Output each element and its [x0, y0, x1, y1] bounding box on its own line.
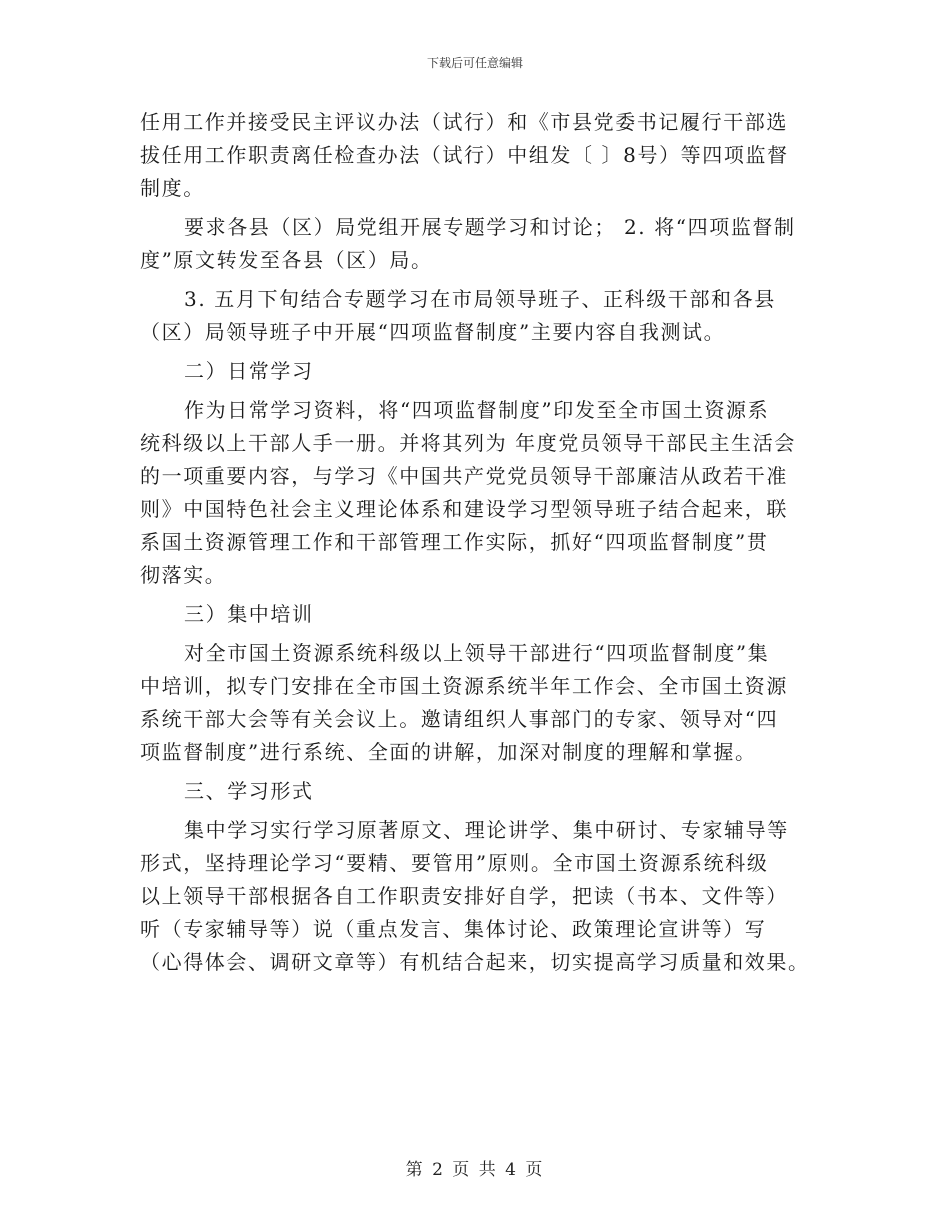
body-line: 的一项重要内容，与学习《中国共产党党员领导干部廉洁从政若干准: [140, 464, 788, 488]
body-line: 对全市国土资源系统科级以上领导干部进行“四项监督制度”集: [184, 641, 770, 665]
body-line: 度”原文转发至各县（区）局。: [140, 248, 433, 272]
section-heading: 三）集中培训: [184, 602, 314, 626]
body-line: 彻落实。: [140, 563, 227, 587]
body-line: 中培训，拟专门安排在全市国土资源系统半年工作会、全市国土资源: [140, 674, 788, 698]
header-note: 下载后可任意编辑: [426, 56, 523, 70]
body-line: 统科级以上干部人手一册。并将其列为 年度党员领导干部民主生活会: [140, 431, 796, 455]
body-line: 集中学习实行学习原著原文、理论讲学、集中研讨、专家辅导等: [184, 818, 789, 842]
page-number: 第 2 页 共 4 页: [405, 1160, 545, 1180]
body-line: 则》中国特色社会主义理论体系和建设学习型领导班子结合起来，联: [140, 497, 788, 521]
body-line: （心得体会、调研文章等）有机结合起来，切实提高学习质量和效果。: [140, 950, 810, 974]
body-line: 系统干部大会等有关会议上。邀请组织人事部门的专家、领导对“四: [140, 707, 779, 731]
body-line: 作为日常学习资料，将“四项监督制度”印发至全市国土资源系: [184, 398, 770, 422]
body-line: 制度。: [140, 176, 205, 200]
section-heading: 二）日常学习: [184, 359, 314, 383]
body-line: 系国土资源管理工作和干部管理工作实际，抓好“四项监督制度”贯: [140, 530, 769, 554]
section-heading: 三、学习形式: [184, 779, 314, 803]
body-line: 听（专家辅导等）说（重点发言、集体讨论、政策理论宣讲等）写: [140, 917, 767, 941]
body-line: 任用工作并接受民主评议办法（试行）和《市县党委书记履行干部选: [140, 110, 788, 134]
body-line: 项监督制度”进行系统、全面的讲解，加深对制度的理解和掌握。: [140, 740, 757, 764]
body-line: 3. 五月下旬结合专题学习在市局领导班子、正科级干部和各县: [184, 287, 776, 311]
body-line: 以上领导干部根据各自工作职责安排好自学，把读（书本、文件等）: [140, 884, 788, 908]
document-body: [140, 106, 820, 979]
body-line: （区）局领导班子中开展“四项监督制度”主要内容自我测试。: [140, 320, 726, 344]
body-line: 要求各县（区）局党组开展专题学习和讨论； 2. 将“四项监督制: [184, 215, 796, 239]
body-line: 拔任用工作职责离任检查办法（试行）中组发〔 〕8号）等四项监督: [140, 143, 789, 167]
body-line: 形式，坚持理论学习“要精、要管用”原则。全市国土资源系统科级: [140, 851, 769, 875]
